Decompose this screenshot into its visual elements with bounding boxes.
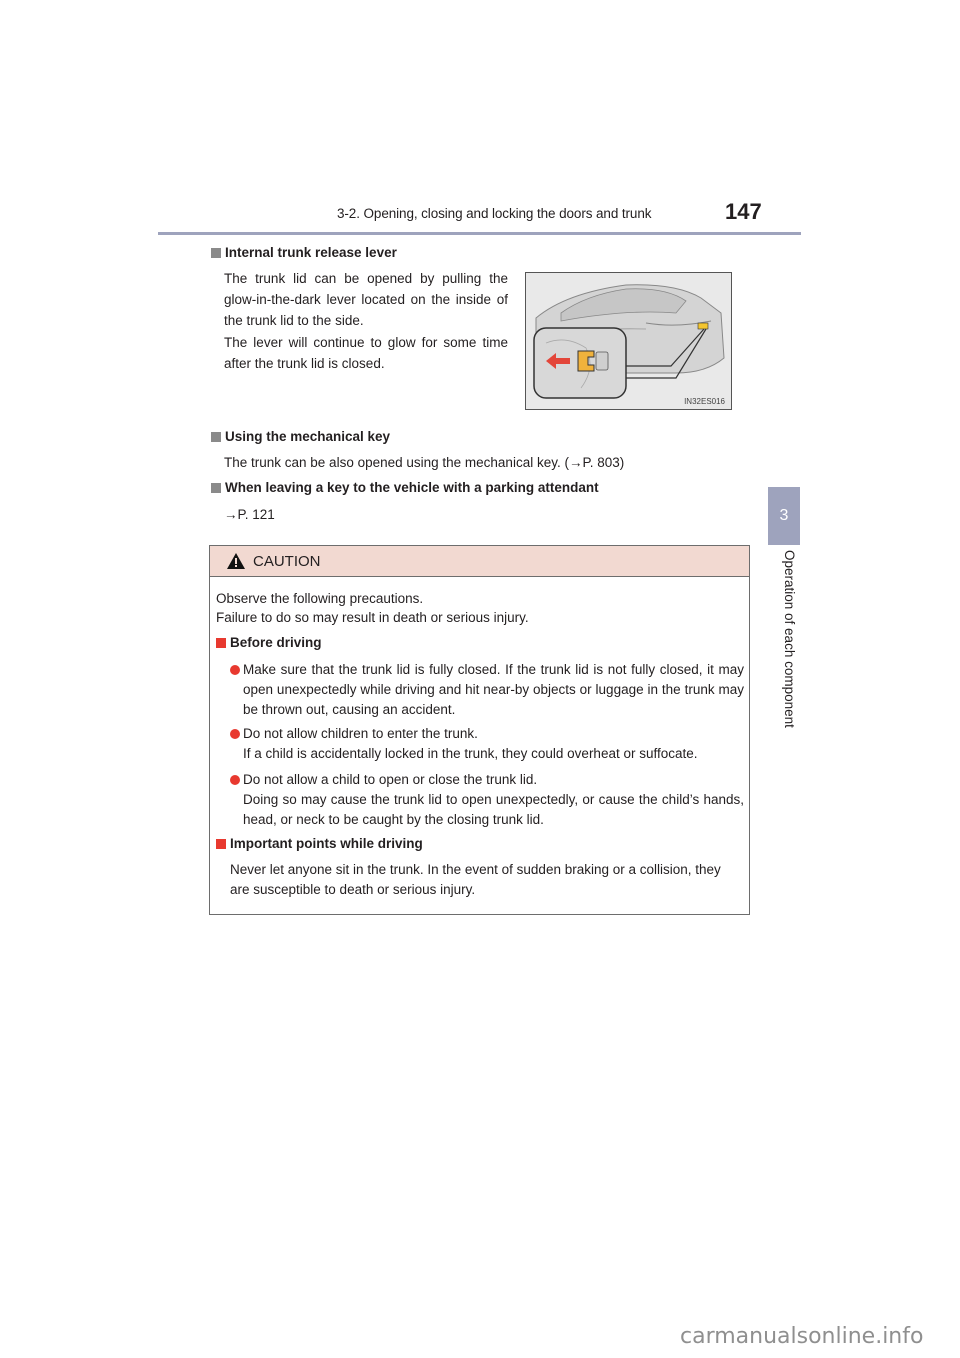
caution-header bbox=[210, 546, 749, 577]
red-dot-bullet-icon bbox=[230, 775, 240, 785]
square-bullet-icon bbox=[211, 483, 221, 493]
caution-list-item bbox=[230, 724, 744, 764]
trunk-release-illustration bbox=[525, 272, 732, 410]
heading-text: Using the mechanical key bbox=[225, 429, 391, 444]
section-heading-parking-attendant bbox=[211, 480, 599, 495]
item-text: Doing so may cause the trunk lid to open unexpectedly, or cause the child’s hands, head, or neck to be caught by the closing trunk lid. bbox=[243, 792, 744, 827]
car-rear-illustration bbox=[526, 273, 732, 410]
caution-paragraph bbox=[230, 860, 744, 900]
figure-code: IN32ES016 bbox=[684, 397, 725, 406]
paragraph: The trunk lid can be opened by pulling the glow-in-the-dark lever located on the inside of the trunk lid to the side. bbox=[224, 271, 508, 328]
square-bullet-icon bbox=[211, 432, 221, 442]
heading-text: Important points while driving bbox=[230, 836, 423, 851]
warning-triangle-icon bbox=[227, 553, 245, 569]
caution-list-item bbox=[230, 660, 744, 720]
square-bullet-icon bbox=[211, 248, 221, 258]
header-rule bbox=[158, 232, 801, 235]
caution-list-item bbox=[230, 770, 744, 830]
red-square-bullet-icon bbox=[216, 839, 226, 849]
red-dot-bullet-icon bbox=[230, 665, 240, 675]
item-text: Do not allow a child to open or close the trunk lid. bbox=[243, 772, 538, 787]
heading-text: Internal trunk release lever bbox=[225, 245, 397, 260]
caution-title: CAUTION bbox=[253, 552, 321, 570]
chapter-label bbox=[779, 550, 799, 750]
item-text: If a child is accidentally locked in the trunk, they could overheat or suffocate. bbox=[243, 746, 698, 761]
heading-text: Before driving bbox=[230, 635, 322, 650]
item-text: Never let anyone sit in the trunk. In the event of sudden braking or a collision, they are susceptible to death or serious injury. bbox=[230, 862, 721, 897]
section-title: 3-2. Opening, closing and locking the doors and trunk bbox=[337, 206, 652, 221]
chapter-tab: 3 bbox=[768, 487, 800, 545]
page-reference-link[interactable]: →P. 121 bbox=[224, 507, 275, 522]
watermark: carmanualsonline.info bbox=[680, 1324, 924, 1349]
item-text: Make sure that the trunk lid is fully closed. If the trunk lid is not fully closed, it may open unexpectedly while driving and hit near-by objects or luggage in the trunk may be thrown out, causing an accident. bbox=[243, 662, 744, 717]
chapter-label-text: Operation of each component bbox=[782, 550, 797, 728]
caution-group-heading bbox=[216, 836, 423, 851]
section-heading-internal-release bbox=[211, 245, 397, 260]
paragraph: The trunk can be also opened using the mechanical key. (→P. 803) bbox=[224, 455, 625, 470]
caution-group-heading bbox=[216, 635, 322, 650]
heading-text: When leaving a key to the vehicle with a parking attendant bbox=[225, 480, 599, 495]
caution-box bbox=[209, 545, 750, 915]
red-dot-bullet-icon bbox=[230, 729, 240, 739]
section-heading-mechanical-key bbox=[211, 429, 390, 444]
caution-intro-line: Observe the following precautions. bbox=[216, 591, 424, 606]
page-number: 147 bbox=[725, 199, 762, 224]
caution-intro-line: Failure to do so may result in death or serious injury. bbox=[216, 610, 529, 625]
red-square-bullet-icon bbox=[216, 638, 226, 648]
paragraph: The lever will continue to glow for some time after the trunk lid is closed. bbox=[224, 335, 508, 371]
item-text: Do not allow children to enter the trunk. bbox=[243, 726, 478, 741]
